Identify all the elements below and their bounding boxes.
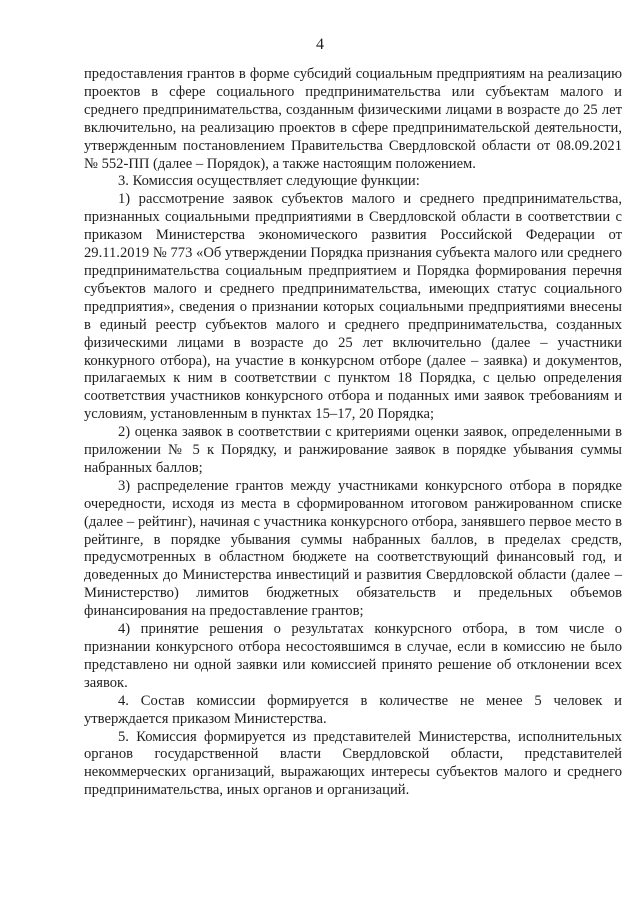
paragraph-function-3: 3) распределение грантов между участниками конкурсного отбора в порядке очередности, исходя из места в сформированном итоговом ранжированном списке (далее – рейтинг), начиная с участника конкурсного отбора, занявшего первое место в рейтинге, в порядке убывания суммы набранных баллов, в пределах средств, предусмотренных в областном бюджете на соответствующий финансовый год, и доведенных до Министерства инвестиций и развития Свердловской области (далее – Министерство) лимитов бюджетных обязательств и предельных объемов финансирования на предоставление грантов; [84, 477, 622, 620]
page-number: 4 [316, 36, 324, 53]
paragraph-function-2: 2) оценка заявок в соответствии с критериями оценки заявок, определенными в приложении № 5 к Порядку, и ранжирование заявок в порядке убывания суммы набранных баллов; [84, 424, 622, 476]
document-body [84, 66, 622, 800]
paragraph-item-5: 5. Комиссия формируется из представителей Министерства, исполнительных органов государственной власти Свердловской области, представителей некоммерческих организаций, выражающих интересы субъектов малого и среднего предпринимательства, иных органов и организаций. [84, 728, 622, 799]
paragraph-function-4: 4) принятие решения о результатах конкурсного отбора, в том числе о признании конкурсного отбора несостоявшимся в случае, если в комиссию не было представлено ни одной заявки или комиссией принято решение об отклонении всех заявок. [84, 621, 622, 691]
paragraph-item-4: 4. Состав комиссии формируется в количестве не менее 5 человек и утверждается приказом Министерства. [84, 692, 622, 727]
paragraph-function-1: 1) рассмотрение заявок субъектов малого и среднего предпринимательства, признанных социальными предприятиями в Свердловской области в соответствии с приказом Министерства экономического развития Российской Федерации от 29.11.2019 № 773 «Об утверждении Порядка признания субъекта малого или среднего предпринимательства социальным предприятием и Порядка формирования перечня субъектов малого и среднего предпринимательства, имеющих статус социального предприятия», сведения о признании которых социальными предприятиями внесены в единый реестр субъектов малого и среднего предпринимательства, созданных физическими лицами в возрасте до 25 лет включительно (далее – участники конкурного отбора), на участие в конкурсном отборе (далее – заявка) и документов, прилагаемых к ним в соответствии с пунктом 18 Порядка, с целью определения соответствия участников конкурсного отбора и поданных ими заявок требованиям и условиям, установленным в пунктах 15–17, 20 Порядка; [84, 191, 622, 423]
paragraph-item-3-heading: 3. Комиссия осуществляет следующие функции: [118, 173, 420, 190]
paragraph-continuation: предоставления грантов в форме субсидий социальным предприятиям на реализацию проектов в сфере социального предпринимательства или субъектам малого и среднего предпринимательства, созданным физическими лицами в возрасте до 25 лет включительно, на реализацию проектов в сфере предпринимательской деятельности, утвержденным постановлением Правительства Свердловской области от 08.09.2021 № 552-ПП (далее – Порядок), а также настоящим положением. [84, 66, 622, 172]
